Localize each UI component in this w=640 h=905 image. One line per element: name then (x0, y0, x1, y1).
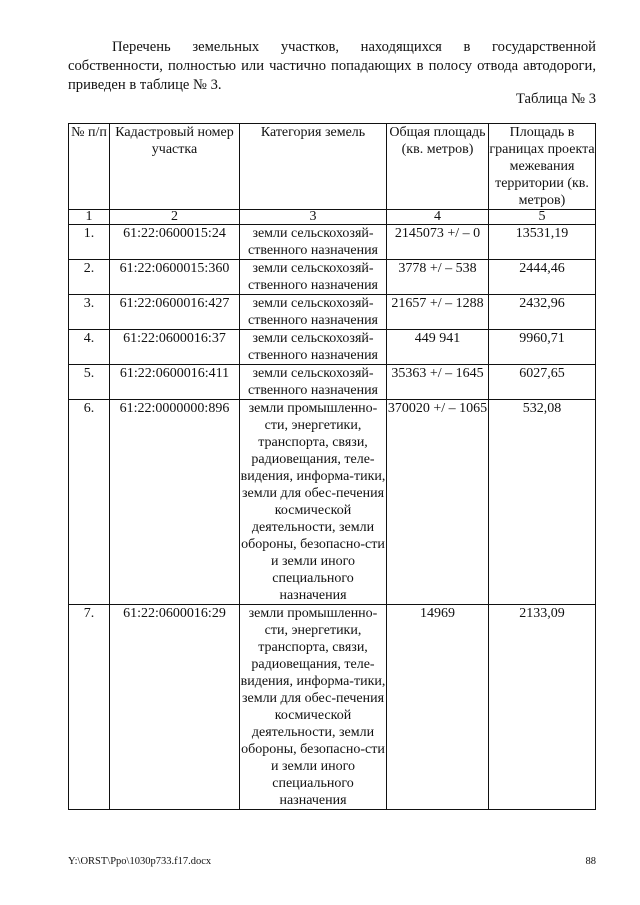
project-area: 2444,46 (489, 260, 596, 295)
header-category: Категория земель (240, 124, 387, 210)
row-number: 2. (69, 260, 110, 295)
intro-text: Перечень земельных участков, находящихся в государственной собственности, полностью или частично попадающих в полосу отвода автодороги, приведен в таблице № 3. (68, 39, 596, 93)
project-area: 532,08 (489, 400, 596, 605)
table-row (69, 400, 596, 605)
intro-paragraph (68, 38, 596, 95)
column-number: 2 (110, 210, 240, 225)
page-number: 88 (585, 856, 596, 867)
land-category: земли сельскохозяй-ственного назначения (240, 225, 387, 260)
cadastral-number: 61:22:0600016:427 (110, 295, 240, 330)
land-category: земли сельскохозяй-ственного назначения (240, 295, 387, 330)
total-area: 3778 +/ – 538 (387, 260, 489, 295)
project-area: 13531,19 (489, 225, 596, 260)
file-path: Y:\ORST\Ppo\1030p733.f17.docx (68, 856, 212, 867)
total-area: 2145073 +/ – 0 (387, 225, 489, 260)
table-row (69, 225, 596, 260)
row-number: 3. (69, 295, 110, 330)
column-number: 1 (69, 210, 110, 225)
total-area: 449 941 (387, 330, 489, 365)
cadastral-number: 61:22:0000000:896 (110, 400, 240, 605)
land-category: земли промышленно-сти, энергетики, транспорта, связи, радиовещания, теле-видения, информа-тики, земли для обес-печения космической деятельности, земли обороны, безопасно-сти и земли иного специального назначения (240, 401, 386, 603)
land-category: земли сельскохозяй-ственного назначения (240, 260, 387, 295)
table-row (69, 365, 596, 400)
project-area: 9960,71 (489, 330, 596, 365)
table-caption: Таблица № 3 (516, 91, 596, 107)
row-number: 1. (69, 225, 110, 260)
cadastral-number: 61:22:0600016:29 (110, 605, 240, 810)
cadastral-number: 61:22:0600016:411 (110, 365, 240, 400)
table-row (69, 260, 596, 295)
cadastral-number: 61:22:0600015:24 (110, 225, 240, 260)
table-row (69, 605, 596, 810)
column-number: 5 (489, 210, 596, 225)
cadastral-number: 61:22:0600015:360 (110, 260, 240, 295)
page-footer (68, 855, 596, 869)
total-area: 35363 +/ – 1645 (387, 365, 489, 400)
header-project-area: Площадь в границах проекта межевания территории (кв. метров) (489, 125, 595, 208)
cadastral-number: 61:22:0600016:37 (110, 330, 240, 365)
header-cadastral: Кадастровый номер участка (110, 124, 240, 210)
total-area: 14969 (387, 605, 489, 810)
table-row (69, 295, 596, 330)
row-number: 6. (69, 400, 110, 605)
column-number: 3 (240, 210, 387, 225)
table-row (69, 330, 596, 365)
column-numbers-row (69, 210, 596, 225)
column-number: 4 (387, 210, 489, 225)
row-number: 7. (69, 605, 110, 810)
header-total-area: Общая площадь (кв. метров) (387, 124, 489, 210)
row-number: 4. (69, 330, 110, 365)
project-area: 2432,96 (489, 295, 596, 330)
land-plots-table (68, 123, 596, 810)
project-area: 6027,65 (489, 365, 596, 400)
table-header-row (69, 124, 596, 210)
header-num: № п/п (69, 124, 110, 210)
land-category: земли сельскохозяй-ственного назначения (240, 330, 387, 365)
land-category: земли промышленно-сти, энергетики, транспорта, связи, радиовещания, теле-видения, информа-тики, земли для обес-печения космической деятельности, земли обороны, безопасно-сти и земли иного специального назначения (240, 606, 386, 808)
total-area: 21657 +/ – 1288 (387, 295, 489, 330)
project-area: 2133,09 (489, 605, 596, 810)
row-number: 5. (69, 365, 110, 400)
land-category: земли сельскохозяй-ственного назначения (240, 365, 387, 400)
total-area: 370020 +/ – 1065 (387, 400, 489, 605)
